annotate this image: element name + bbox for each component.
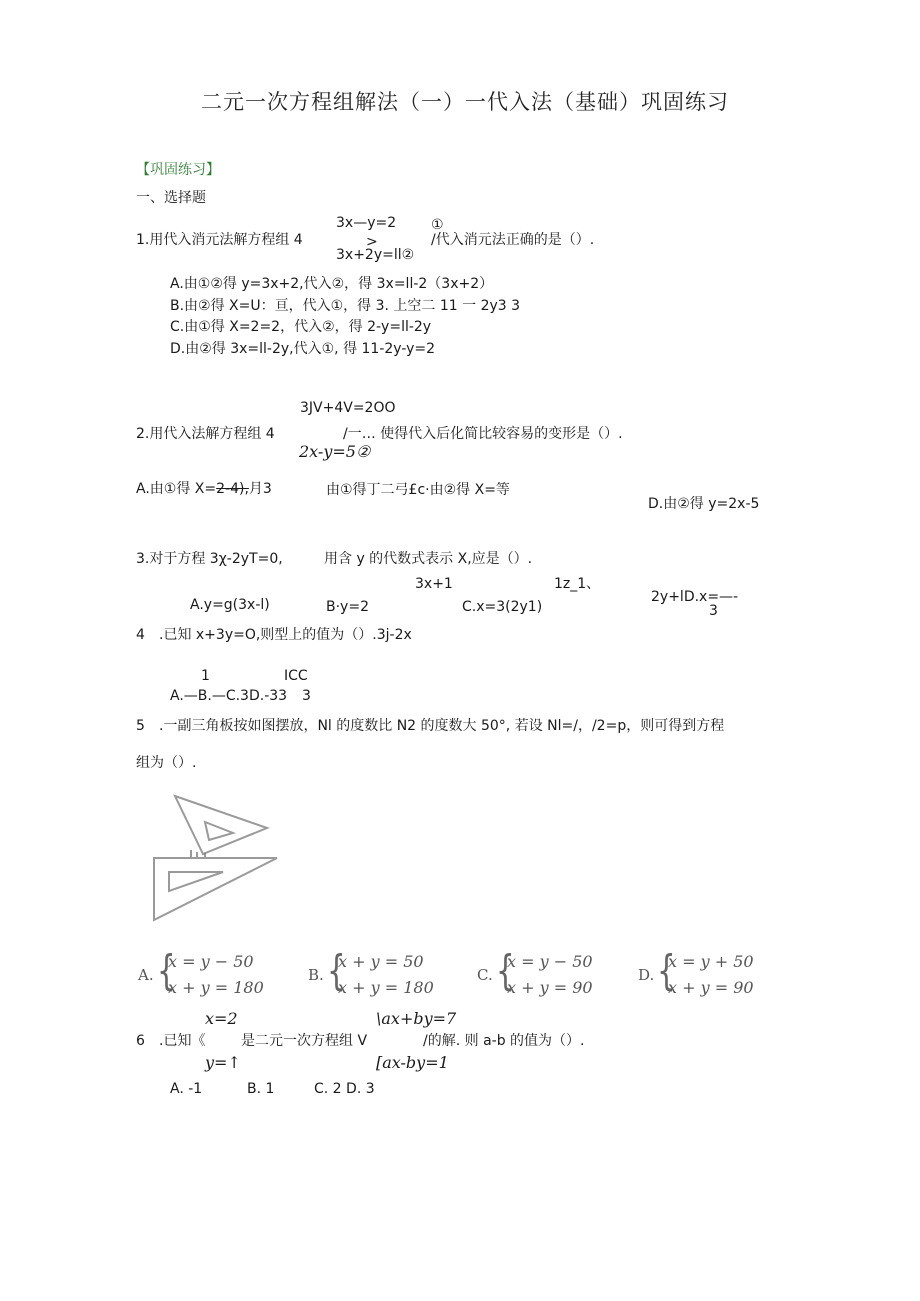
brace-icon: { [157, 946, 176, 995]
q5-option-c-eq2: x + y = 90 [507, 978, 593, 997]
q1-option-a: A.由①②得 y=3x+2,代入②，得 3x=ll-2（3x+2） [170, 276, 494, 292]
q6-number: 6 [136, 1033, 145, 1049]
q6-bottom-right: [ax-by=1 [376, 1053, 449, 1072]
q3-option-d-den: 3 [709, 603, 718, 619]
q6-bottom-left: y=↑ [205, 1053, 241, 1072]
q4-den: 3 [302, 688, 311, 704]
q5-option-b-label: B. [308, 966, 324, 984]
q5-option-a-eq2: x + y = 180 [168, 978, 264, 997]
q2-option-a-post: 月3 [248, 481, 272, 497]
q6-top-right: \ax+by=7 [376, 1009, 457, 1028]
q2-eq2: 2x-y=5② [299, 442, 371, 461]
q5-option-a-eq1: x = y − 50 [168, 952, 254, 971]
triangle-rulers-figure [145, 788, 295, 928]
q4-number: 4 [136, 627, 145, 643]
q5-option-a-label: A. [138, 966, 154, 984]
q6-top-left: x=2 [205, 1009, 238, 1028]
q1-stem: 1.用代入消元法解方程组 4 [136, 232, 303, 248]
upper-triangle-inner [205, 822, 233, 840]
q5-option-c-eq1: x = y − 50 [507, 952, 593, 971]
q1-tail: /代入消元法正确的是（）. [431, 232, 595, 248]
page-title: 二元一次方程组解法（一）一代入法（基础）巩固练习 [201, 90, 729, 114]
q4-stem: .已知 x+3y=O,则型上的值为（）.3j-2x [159, 627, 412, 643]
q2-eq1: 3JV+4V=2OO [300, 400, 396, 416]
lower-triangle-inner [169, 872, 223, 891]
q1-option-b: B.由②得 X=U：亘，代入①，得 3. 上空二 11 一 2y3 3 [170, 298, 521, 314]
q4-top2: ICC [284, 668, 308, 684]
q3-option-d: 2y+lD.x=—- [651, 589, 739, 605]
q4-options: A.—B.—C.3D.-33 [170, 688, 288, 704]
q1-eq2: 3x+2y=ll② [336, 247, 415, 263]
q3-frac-top2: 1z_1、 [554, 576, 601, 592]
q2-option-a-strike: 2-4), [216, 481, 249, 497]
q1-option-d: D.由②得 3x=ll-2y,代入①, 得 11-2y-y=2 [170, 341, 436, 357]
q2-stem: 2.用代入法解方程组 4 [136, 426, 275, 442]
q6-option-b: B. 1 [247, 1081, 275, 1097]
q3-mid: 用含 y 的代数式表示 X,应是（）. [324, 551, 533, 567]
q3-option-b: B·y=2 [326, 599, 369, 615]
q6-tail: /的解. 则 a-b 的值为（）. [423, 1033, 585, 1049]
q3-option-a: A.y=g(3x-l) [190, 597, 270, 613]
q1-eq1: 3x—y=2 [336, 215, 397, 231]
q5-option-b-eq2: x + y = 180 [338, 978, 434, 997]
brace-icon: { [657, 946, 676, 995]
q5-option-d-eq2: x + y = 90 [668, 978, 754, 997]
q2-tail: /一… 使得代入后化简比较容易的变形是（）. [343, 426, 623, 442]
q3-stem: 3.对于方程 3χ-2yT=0, [136, 551, 283, 567]
q1-arrow: > [366, 234, 378, 250]
q3-option-c: C.x=3(2y1) [462, 599, 543, 615]
brace-icon: { [496, 946, 515, 995]
q2-option-a-pre: A.由①得 X= [136, 481, 217, 497]
q6-stem: .已知《 [159, 1033, 206, 1049]
q2-option-d: D.由②得 y=2x-5 [648, 496, 760, 512]
upper-triangle-outer [175, 796, 267, 854]
q6-mid: 是二元一次方程组 V [241, 1033, 368, 1049]
q5-option-b-eq1: x + y = 50 [338, 952, 424, 971]
brace-icon: { [327, 946, 346, 995]
q2-option-bc: 由①得丁二弓£c·由②得 X=等 [326, 482, 510, 498]
q6-option-c: C. 2 D. 3 [314, 1081, 375, 1097]
q4-top1: 1 [201, 668, 210, 684]
q5-option-c-label: C. [477, 966, 493, 984]
q5-stem-2: 组为（）. [136, 755, 197, 771]
q3-frac-top: 3x+1 [415, 576, 453, 592]
q5-number: 5 [136, 718, 145, 734]
q6-option-a: A. -1 [170, 1081, 203, 1097]
q1-mark1: ① [431, 217, 444, 233]
q5-option-d-label: D. [638, 966, 655, 984]
q1-option-c: C.由①得 X=2=2，代入②，得 2-y=ll-2y [170, 319, 432, 335]
part-heading: 一、选择题 [136, 190, 206, 206]
section-heading: 【巩固练习】 [136, 162, 220, 178]
q5-option-d-eq1: x = y + 50 [668, 952, 754, 971]
q2-option-a [136, 482, 272, 496]
q5-stem: .一副三角板按如图摆放，Nl 的度数比 N2 的度数大 50°, 若设 Nl=/，/2=p，则可得到方程 [159, 718, 725, 734]
